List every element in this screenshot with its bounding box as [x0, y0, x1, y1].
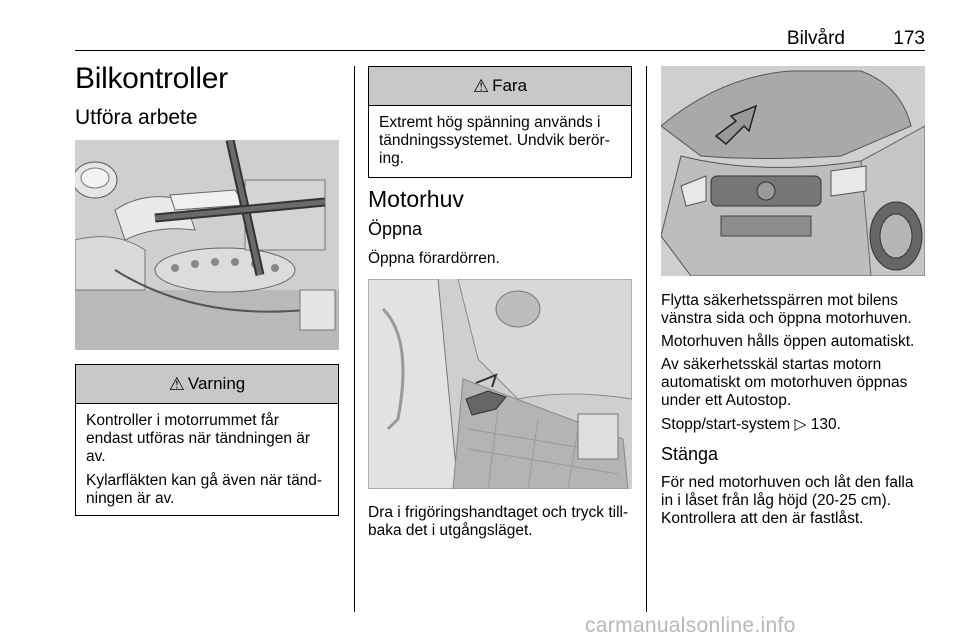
warning-box-header [76, 365, 338, 404]
car-hood-illustration [661, 66, 925, 276]
danger-box-body [369, 106, 631, 182]
subsection-title-oppna: Öppna [368, 219, 423, 239]
column-divider-1 [354, 66, 355, 612]
chapter-title: Bilkontroller [75, 62, 228, 95]
reference-arrow-icon: ▷ [794, 416, 807, 433]
warning-paragraph: Kontroller i motorrummet får endast utföras när tändningen är av. [86, 412, 311, 465]
release-handle-figure [368, 279, 632, 489]
danger-box-header [369, 67, 631, 106]
hood-figure [661, 66, 925, 276]
reference-page[interactable]: 130. [810, 416, 841, 433]
caption-release-handle: Dra i frigöringshandtaget och tryck till-baka det i utgångsläget. [368, 504, 629, 539]
instruction-safety-catch: Flytta säkerhetsspärren mot bilens vänstra sida och öppna motorhuven. [661, 292, 912, 327]
instruction-close-hood: För ned motorhuven och låt den falla in i låset från låg höjd (20-25 cm). Kontrollera att den är fastlåst. [661, 474, 914, 527]
warning-triangle-icon: ⚠ [168, 373, 185, 394]
engine-bay-illustration [75, 140, 339, 350]
warning-paragraph: Kylarfläkten kan gå även när tänd-ningen är av. [86, 472, 323, 507]
page-number: 173 [893, 28, 925, 49]
header-rule [75, 50, 925, 51]
danger-paragraph: Extremt hög spänning används i tändningssystemet. Undvik berör-ing. [379, 114, 610, 167]
subsection-title-stanga: Stänga [661, 444, 719, 464]
section-title-motorhuv: Motorhuv [368, 186, 464, 212]
stop-start-reference [661, 416, 925, 434]
running-header [75, 28, 925, 48]
instruction-open-door: Öppna förardörren. [368, 250, 500, 267]
danger-box [368, 66, 632, 178]
release-handle-illustration [368, 279, 632, 489]
engine-bay-figure [75, 140, 339, 350]
warning-title: Varning [187, 374, 246, 393]
warning-triangle-icon: ⚠ [472, 75, 490, 96]
autostop-safety-text: Av säkerhetsskäl startas motorn automatiskt om motorhuven öppnas under ett Autostop. [661, 356, 908, 409]
hood-stays-open-text: Motorhuven hålls öppen automatiskt. [661, 333, 915, 350]
warning-box-body [76, 404, 338, 522]
reference-label: Stopp/start-system [661, 416, 791, 433]
danger-title: Fara [492, 76, 528, 95]
column-divider-2 [646, 66, 647, 612]
subsection-title-utfora: Utföra arbete [75, 106, 198, 129]
watermark: carmanualsonline.info [585, 614, 796, 637]
header-section-title: Bilvård [786, 28, 845, 49]
warning-box [75, 364, 339, 516]
